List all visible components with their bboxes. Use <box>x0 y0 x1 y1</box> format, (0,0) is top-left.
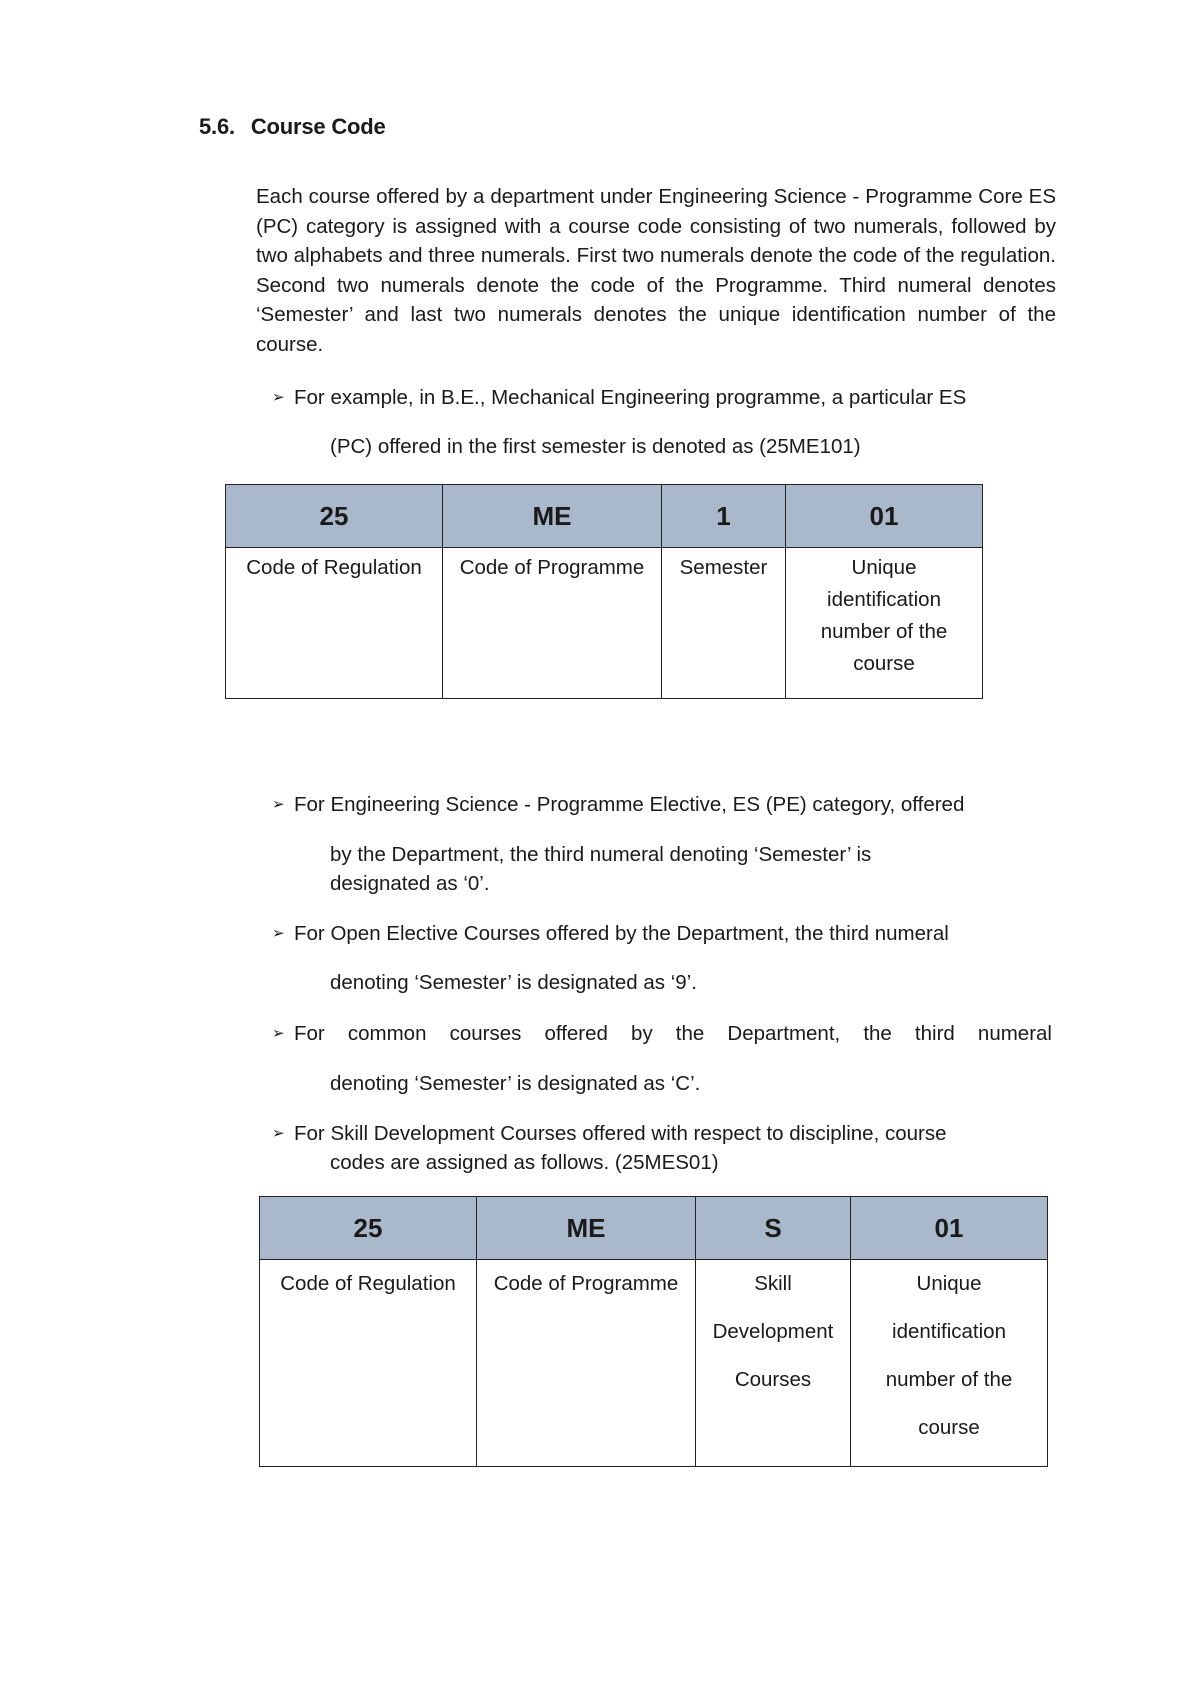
bullet-line: For example, in B.E., Mechanical Engineering programme, a particular ES <box>294 386 967 409</box>
bullet-line: For common courses offered by the Department, the third numeral <box>294 1022 1052 1045</box>
label-cell-unique-id: Unique identification number of the course <box>851 1260 1048 1467</box>
label-cell-programme: Code of Programme <box>443 548 662 699</box>
bullet-programme-elective <box>272 790 1054 819</box>
header-cell-regulation: 25 <box>260 1197 477 1260</box>
bullet-line: For Skill Development Courses offered with respect to discipline, course <box>294 1122 947 1145</box>
header-cell-programme: ME <box>477 1197 696 1260</box>
bullet-continuation: (PC) offered in the first semester is denoted as (25ME101) <box>330 435 861 458</box>
bullet-common-courses <box>272 1019 1052 1048</box>
intro-paragraph: Each course offered by a department under Engineering Science - Programme Core ES (PC) category is assigned with a course code consisting of two numerals, followed by two alphabets and three numerals. First two numerals denote the code of the regulation. Second two numerals denote the code of the Programme. Third numeral denotes ‘Semester’ and last two numerals denotes the unique identification number of the course. <box>256 185 1056 356</box>
arrow-bullet-icon: ➢ <box>272 1125 285 1142</box>
bullet-skill-development <box>272 1119 1054 1148</box>
bullet-continuation: codes are assigned as follows. (25MES01) <box>330 1151 719 1174</box>
label-cell-programme: Code of Programme <box>477 1260 696 1467</box>
label-cell-regulation: Code of Regulation <box>226 548 443 699</box>
course-code-table-pc <box>225 484 983 699</box>
header-cell-programme: ME <box>443 485 662 548</box>
arrow-bullet-icon: ➢ <box>272 389 285 406</box>
label-cell-skill: Skill Development Courses <box>696 1260 851 1467</box>
label-cell-regulation: Code of Regulation <box>260 1260 477 1467</box>
header-cell-skill: S <box>696 1197 851 1260</box>
header-cell-unique-id: 01 <box>851 1197 1048 1260</box>
header-cell-unique-id: 01 <box>786 485 983 548</box>
arrow-bullet-icon: ➢ <box>272 925 285 942</box>
arrow-bullet-icon: ➢ <box>272 796 285 813</box>
course-code-table-skill <box>259 1196 1048 1467</box>
header-cell-semester: 1 <box>662 485 786 548</box>
table-label-row <box>226 548 983 699</box>
bullet-open-elective <box>272 919 1054 948</box>
table-header-row <box>226 485 983 548</box>
section-heading <box>199 114 386 140</box>
section-title: Course Code <box>250 114 386 139</box>
bullet-example <box>272 383 1054 412</box>
bullet-continuation: by the Department, the third numeral denoting ‘Semester’ is designated as ‘0’. <box>330 843 872 895</box>
header-cell-regulation: 25 <box>226 485 443 548</box>
bullet-continuation: denoting ‘Semester’ is designated as ‘C’. <box>330 1072 701 1095</box>
table-label-row <box>260 1260 1048 1467</box>
label-cell-unique-id: Unique identification number of the course <box>786 548 983 699</box>
arrow-bullet-icon: ➢ <box>272 1025 285 1042</box>
label-cell-semester: Semester <box>662 548 786 699</box>
table-header-row <box>260 1197 1048 1260</box>
bullet-continuation: denoting ‘Semester’ is designated as ‘9’. <box>330 971 697 994</box>
bullet-line: For Engineering Science - Programme Elective, ES (PE) category, offered <box>294 793 965 816</box>
bullet-line: For Open Elective Courses offered by the Department, the third numeral <box>294 922 949 945</box>
section-number: 5.6. <box>199 114 235 139</box>
